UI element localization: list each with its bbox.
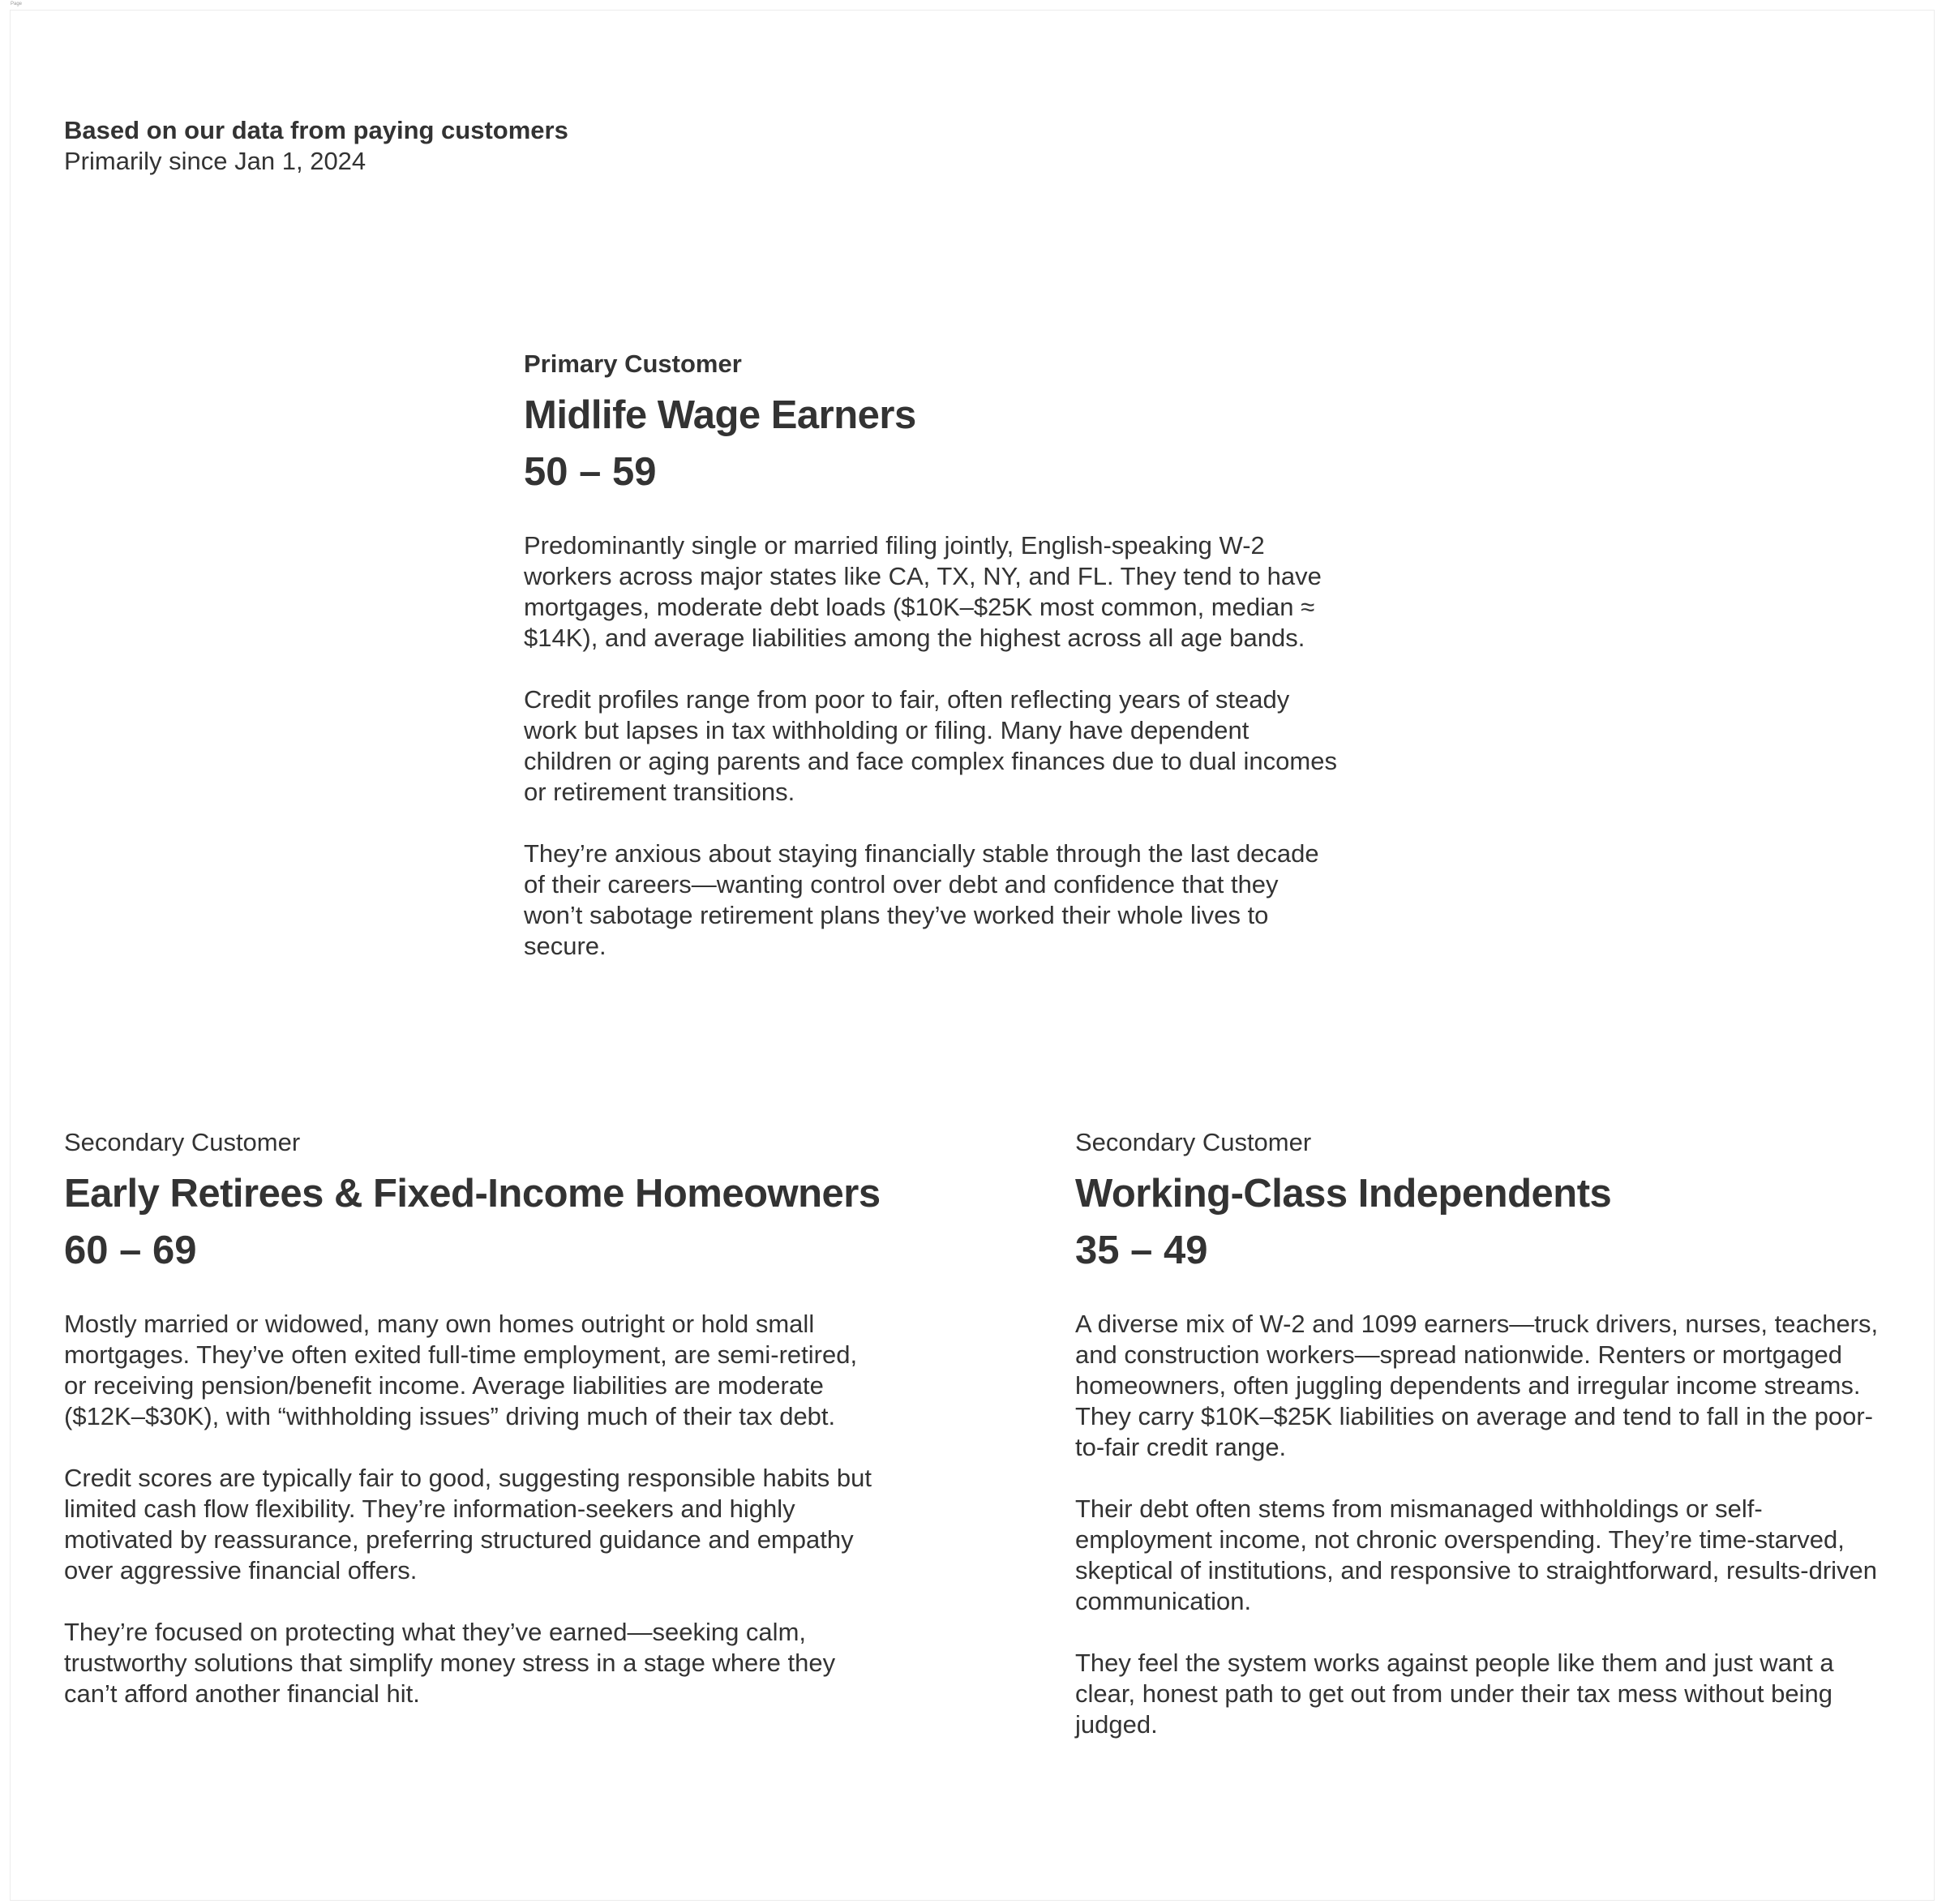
persona-paragraph: Predominantly single or married filing jointly, English-speaking W-2 workers across major states like CA, TX, NY, and FL. They tend to have mortgages, moderate debt loads ($10K–$25K most common, median ≈ $14K), and average liabilities among the highest across all age bands.: [524, 531, 1322, 652]
secondary-customer-card-working-class: [1075, 1127, 1894, 1771]
persona-age-range: 35 – 49: [1075, 1229, 1208, 1272]
intro-title: Based on our data from paying customers: [64, 116, 568, 144]
intro-header: [64, 115, 875, 177]
persona-name: Midlife Wage Earners: [524, 393, 916, 437]
persona-paragraph: They’re anxious about staying financially stable through the last decade of their careers—wanting control over debt and confidence that they won’t sabotage retirement plans they’ve worked their whole lives to secure.: [524, 839, 1319, 960]
persona-age-range: 60 – 69: [64, 1229, 197, 1272]
persona-name: Early Retirees & Fixed-Income Homeowners: [64, 1172, 881, 1216]
persona-name: Working-Class Independents: [1075, 1172, 1612, 1216]
persona-kicker: Secondary Customer: [1075, 1128, 1312, 1156]
persona-kicker: Primary Customer: [524, 349, 742, 378]
primary-customer-card: [524, 349, 1343, 993]
secondary-customer-card-early-retirees: [64, 1127, 883, 1740]
persona-description: [524, 530, 1343, 962]
persona-paragraph: Mostly married or widowed, many own homes outright or hold small mortgages. They’ve often exited full-time employment, are semi-retired, or receiving pension/benefit income. Average liabilities are moderate ($12K–$30K), with “withholding issues” driving much of their tax debt.: [64, 1310, 858, 1430]
persona-kicker: Secondary Customer: [64, 1128, 301, 1156]
persona-paragraph: Credit scores are typically fair to good, suggesting responsible habits but limited cash flow flexibility. They’re information-seekers and highly motivated by reassurance, preferring structured guidance and empathy over aggressive financial offers.: [64, 1464, 872, 1585]
persona-paragraph: They’re focused on protecting what they’ve earned—seeking calm, trustworthy solutions that simplify money stress in a stage where they can’t afford another financial hit.: [64, 1618, 836, 1708]
persona-description: [64, 1309, 883, 1709]
persona-paragraph: They feel the system works against people like them and just want a clear, honest path to get out from under their tax mess without being judged.: [1075, 1649, 1834, 1739]
persona-paragraph: Their debt often stems from mismanaged withholdings or self-employment income, not chronic overspending. They’re time-starved, skeptical of institutions, and responsive to straightforward, results-driven communication.: [1075, 1494, 1878, 1615]
persona-description: [1075, 1309, 1894, 1740]
persona-age-range: 50 – 59: [524, 450, 657, 494]
intro-subtitle: Primarily since Jan 1, 2024: [64, 147, 366, 175]
persona-paragraph: A diverse mix of W-2 and 1099 earners—truck drivers, nurses, teachers, and construction workers—spread nationwide. Renters or mortgaged homeowners, often juggling dependents and irregular income streams. They carry $10K–$25K liabilities on average and tend to fall in the poor-to-fair credit range.: [1075, 1310, 1879, 1461]
page-corner-label: Page: [11, 2, 23, 6]
persona-paragraph: Credit profiles range from poor to fair, often reflecting years of steady work but lapses in tax withholding or filing. Many have dependent children or aging parents and face complex finances due to dual incomes or retirement transitions.: [524, 685, 1337, 806]
